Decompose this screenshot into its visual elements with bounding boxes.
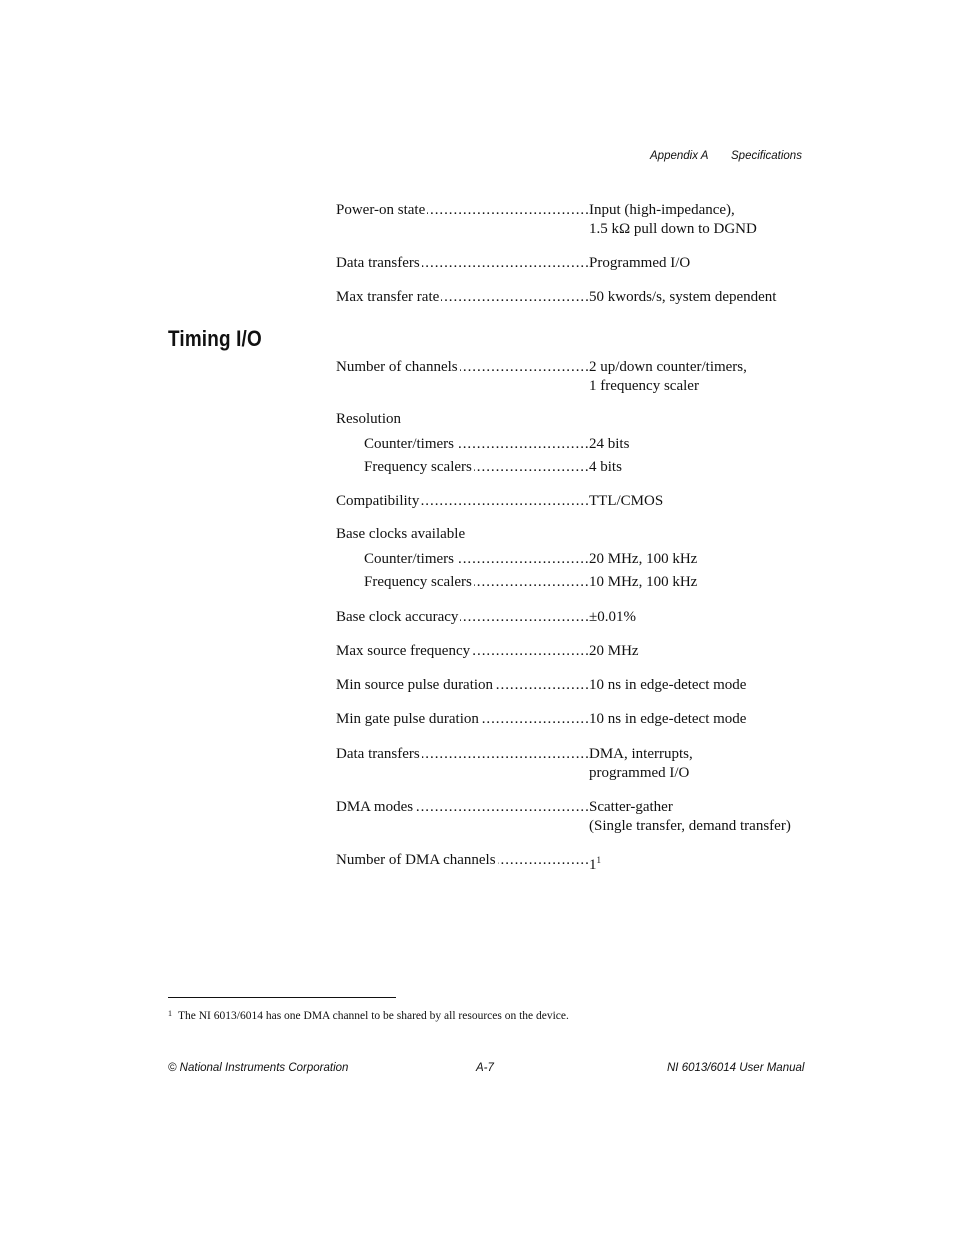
page-number: A-7 (476, 1062, 494, 1074)
footnote-rule (168, 997, 396, 998)
spec-label: Number of channels (336, 359, 458, 375)
spec-value-cont: 1.5 kΩ pull down to DGND (589, 221, 757, 237)
spec-value-cont: 1 frequency scaler (589, 378, 699, 394)
spec-label: Counter/timers (364, 436, 454, 452)
spec-label: Data transfers (336, 746, 420, 762)
spec-value: 10 MHz, 100 kHz (589, 574, 698, 590)
spec-label: Power-on state (336, 202, 426, 218)
spec-value: Scatter-gather (589, 799, 673, 815)
footnote-text: The NI 6013/6014 has one DMA channel to be shared by all resources on the device. (178, 1010, 569, 1022)
spec-label: Data transfers (336, 255, 420, 271)
spec-label: Frequency scalers (364, 574, 472, 590)
spec-value: DMA, interrupts, (589, 746, 693, 762)
spec-label: Counter/timers (364, 551, 454, 567)
spec-value: ±0.01% (589, 609, 636, 625)
footnote-number: 1 (168, 1009, 172, 1018)
header-appendix: Appendix A (650, 150, 709, 162)
spec-value: 50 kwords/s, system dependent (589, 289, 777, 305)
header-section: Specifications (731, 150, 802, 162)
spec-value: 10 ns in edge-detect mode (589, 711, 747, 727)
spec-value: 4 bits (589, 459, 622, 475)
spec-group-heading-base-clocks: Base clocks available (336, 526, 466, 542)
spec-value: TTL/CMOS (589, 493, 664, 509)
spec-label: Max transfer rate (336, 289, 440, 305)
spec-group-heading-resolution: Resolution (336, 411, 402, 427)
spec-value: 20 MHz, 100 kHz (589, 551, 698, 567)
footnote (168, 1009, 569, 1022)
spec-value: 24 bits (589, 436, 630, 452)
spec-label: Frequency scalers (364, 459, 472, 475)
spec-label: DMA modes (336, 799, 414, 815)
footer-manual-title: NI 6013/6014 User Manual (667, 1062, 805, 1074)
footnote-mark: 1 (596, 855, 601, 865)
spec-value-cont: programmed I/O (589, 765, 690, 781)
spec-value: 20 MHz (589, 643, 639, 659)
spec-label: Number of DMA channels (336, 852, 496, 868)
section-title: Timing I/O (168, 326, 262, 351)
spec-label: Min gate pulse duration (336, 711, 479, 727)
spec-value: 10 ns in edge-detect mode (589, 677, 747, 693)
spec-value: Programmed I/O (589, 255, 691, 271)
spec-value: 1 (589, 857, 597, 873)
spec-label: Max source frequency (336, 643, 471, 659)
footer-copyright: © National Instruments Corporation (168, 1062, 349, 1074)
spec-label: Min source pulse duration (336, 677, 494, 693)
spec-label: Base clock accuracy (336, 609, 459, 625)
spec-label: Compatibility (336, 493, 420, 509)
spec-value: 2 up/down counter/timers, (589, 359, 747, 375)
spec-value-cont: (Single transfer, demand transfer) (589, 818, 791, 834)
spec-value: Input (high-impedance), (589, 202, 735, 218)
